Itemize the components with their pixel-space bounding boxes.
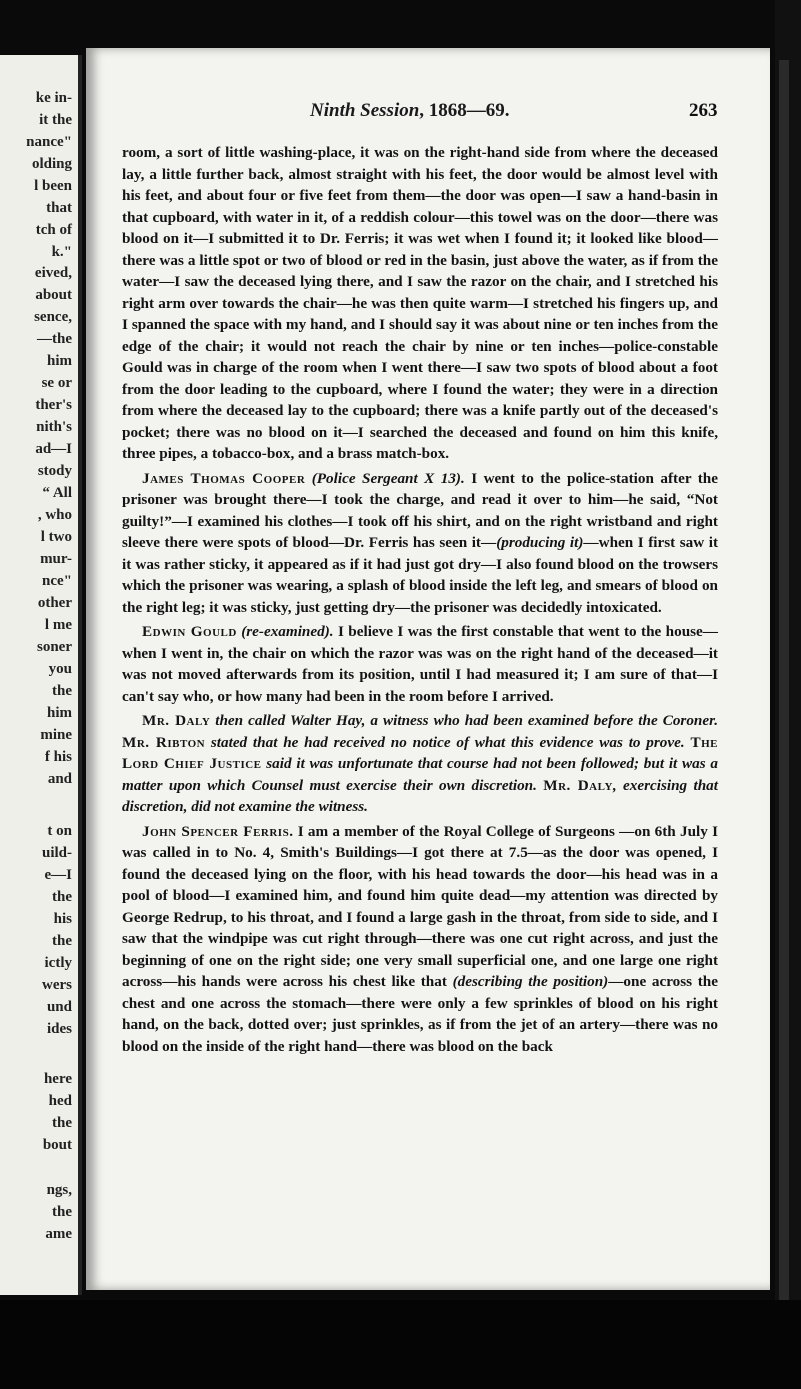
judge-name: The Lord Chief Justice [122, 733, 718, 772]
left-page-line: eived, [34, 265, 72, 281]
left-page-line: the [52, 889, 72, 905]
left-page-fragment [0, 55, 82, 1295]
book-page [86, 48, 770, 1290]
left-page-line: ides [46, 1021, 72, 1037]
left-page-line: olding [31, 156, 72, 172]
running-head-session: Ninth Session [310, 100, 420, 121]
counsel-name: Mr. Daly [142, 712, 211, 729]
bottom-shadow [0, 1300, 801, 1389]
left-page-line: , who [37, 507, 72, 523]
left-page-line: hed [48, 1093, 72, 1109]
witness-name: James Thomas Cooper [142, 469, 306, 487]
counsel-name: Mr. Daly [543, 776, 613, 794]
paragraph-proceedings [122, 710, 718, 818]
left-page-line: the [52, 1204, 72, 1220]
paragraph-cooper [122, 468, 718, 619]
left-page-line: the [52, 1115, 72, 1131]
left-page-line: ke in- [35, 90, 72, 106]
left-page-line: se or [41, 375, 72, 391]
witness-role: (Police Sergeant X 13). [311, 469, 465, 487]
left-page-line: —the [37, 331, 72, 347]
left-page-line: other [37, 595, 72, 611]
proceedings-text: said it was unfortunate that course had not been followed; but it was a matter upon which Counsel must exercise their own discretion. [122, 755, 718, 794]
left-page-line: und [46, 999, 72, 1015]
left-page-line: nance" [26, 134, 72, 150]
left-page-line: e—I [44, 867, 72, 883]
left-page-line: “ All [42, 485, 72, 501]
left-page-line: mine [40, 727, 72, 743]
left-page-line: t on [47, 823, 72, 839]
left-page-line: him [46, 353, 72, 369]
left-page-line: l two [40, 529, 72, 545]
left-page-line: soner [37, 639, 72, 655]
running-head [310, 100, 510, 122]
left-page-line: l been [34, 178, 72, 194]
proceedings-text: stated that he had received no notice of what this evidence was to prove. [205, 733, 691, 751]
testimony-text-cont: —one across the chest and one across the stomach—there were only a few sprinkles of blood on his right hand, on the back, dotted over; just sprinkles, as if from the jet of an artery—there was no blood on the inside of the right hand—there was blood on the back [122, 973, 718, 1055]
paragraph-gould [122, 621, 718, 707]
left-page-line: ad—I [35, 441, 72, 457]
paragraph-continued: room, a sort of little washing-place, it was on the right-hand side from where the deceased lay, a little further back, almost straight with his feet, the door would be almost level with his feet, and about four or five feet from them—the door was open—I saw a hand-basin in that cupboard, with water in it, of a reddish colour—this towel was on the door—there was blood on it—I submitted it to Dr. Ferris; it was wet when I found it; it looked like blood—there was a little spot or two of blood or red in the basin, just above the water, as if from the water—I saw the deceased lying there, and I saw the razor on the chair, and I stretched his right arm over towards the chair—he was then quite warm—I stretched his fingers up, and I spanned the space with my hand, and I should say it was about nine or ten inches from the edge of the chair; it would not reach the chair by nine or ten inches—police-constable Gould was in charge of the room when I went there—I saw two spots of blood about a foot from the door leading to the cupboard, where I found the water; they were in a direction from where the deceased lay to the cupboard; there was a knife partly out of the deceased's pocket; there was no blood on it—I searched the deceased and found on him this knife, three pipes, a tobacco-box, and a brass match-box. [122, 144, 718, 462]
left-page-line: ngs, [46, 1182, 72, 1198]
left-page-line: about [35, 287, 72, 303]
witness-name: John Spencer Ferris. [142, 822, 294, 840]
left-page-line: k." [51, 244, 72, 260]
testimony-text: I believe I was the first constable that went to the house—when I went in, the chair on which the razor was was on the right hand of the deceased—it was not moved afterwards from its position, until I had measured it; I am sure of that—I can't say who, or how many had been in the room before I arrived. [122, 623, 718, 705]
paragraph-ferris [122, 821, 718, 1058]
proceedings-text: , exercising that discretion, did not examine the witness. [122, 776, 718, 815]
page-number: 263 [689, 100, 718, 121]
left-page-line: ther's [35, 397, 72, 413]
testimony-text-cont: —when I first saw it it was rather sticky, it appeared as if it had just got dry—I also found blood on the trowsers which the prisoner was wearing, a splash of blood inside the left leg, and smears of blood on the right leg; it was sticky, just getting dry—the prisoner was decidedly intoxicated. [122, 534, 718, 616]
left-page-line: stody [37, 463, 72, 479]
testimony-aside: (describing the position) [452, 973, 609, 990]
witness-name: Edwin Gould [142, 623, 237, 640]
testimony-aside: (producing it) [496, 534, 584, 551]
testimony-text: I am a member of the Royal College of Surgeons —on 6th July I was called in to No. 4, Smith's Buildings—I got there at 7.5—as the door was opened, I found the deceased lying on the floor, with his head towards the door—his head was in a pool of blood—I examined him, and found him quite dead—my attention was directed by George Redrup, to his throat, and I found a large gash in the throat, from side to side, and I saw that the windpipe was cut right through—there was one cut right across, and just the beginning of one on the right side; one very small superficial one, and one large one right across—his hands were across his chest like that [122, 822, 718, 990]
left-page-line: mur- [40, 551, 72, 567]
left-page-line: nce" [42, 573, 72, 589]
counsel-name: Mr. Ribton [122, 733, 206, 751]
left-page-line: tch of [35, 222, 72, 238]
left-page-line: uild- [41, 845, 72, 861]
left-page-line: wers [42, 977, 72, 993]
left-page-line: bout [42, 1137, 72, 1153]
proceedings-text: then called Walter Hay, a witness who had been examined before the Coroner. [210, 712, 718, 729]
left-page-line: him [46, 705, 72, 721]
left-page-line: that [46, 200, 72, 216]
left-page-line: here [43, 1071, 72, 1087]
left-page-line: nith's [36, 419, 72, 435]
left-page-line: his [53, 911, 72, 927]
left-page-line: you [48, 661, 72, 677]
left-page-line: f his [44, 749, 72, 765]
left-page-line: the [52, 933, 72, 949]
testimony-text: I went to the police-station after the prisoner was brought there—I took the charge, and read it over to him—he said, “Not guilty!”—I examined his clothes—I took off his shirt, and on the right wristband and right sleeve there were spots of blood—Dr. Ferris has seen it— [122, 469, 718, 551]
page-body [122, 142, 718, 1057]
left-page-line: l me [44, 617, 72, 633]
left-page-line: sence, [34, 309, 72, 325]
left-page-line: the [52, 683, 72, 699]
left-page-line: it the [39, 112, 72, 128]
right-edge-strip [779, 60, 789, 1300]
witness-role: (re-examined). [241, 623, 334, 640]
left-page-line: and [47, 771, 72, 787]
running-head-years: , 1868—69. [419, 100, 510, 121]
left-page-line: ictly [44, 955, 72, 971]
left-page-line: ame [45, 1226, 72, 1242]
